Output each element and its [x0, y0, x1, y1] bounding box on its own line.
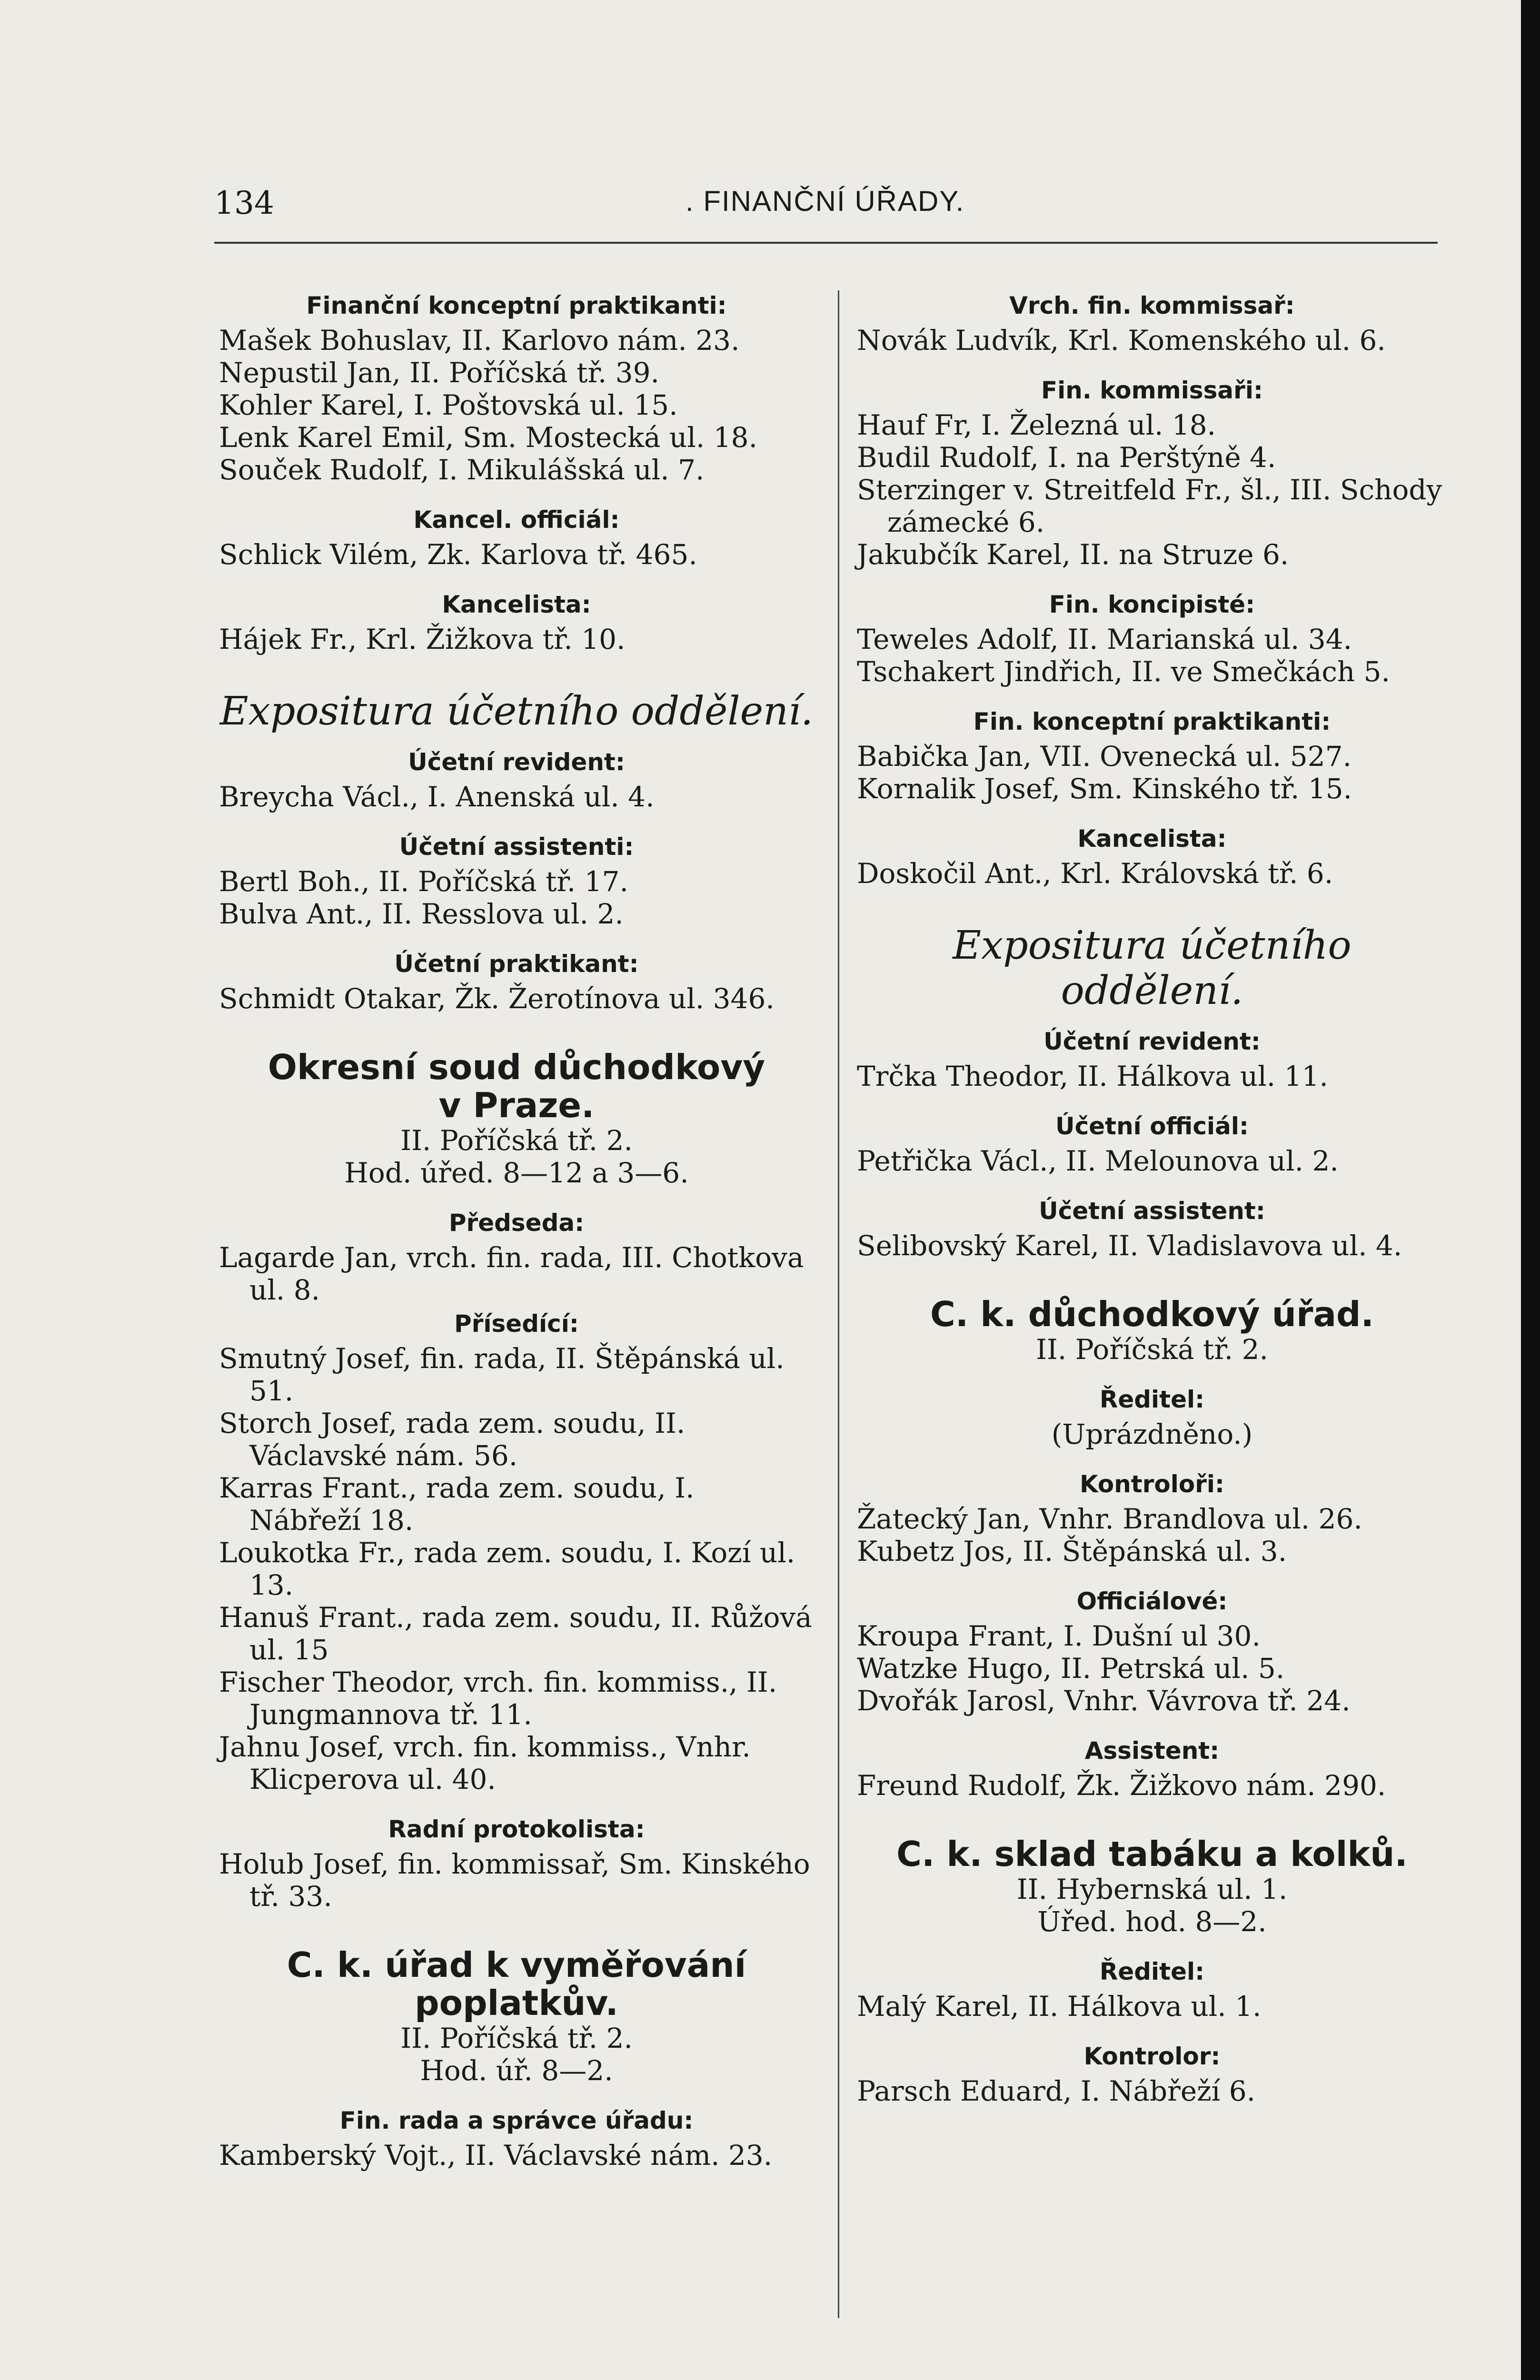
entry: Souček Rudolf, I. Mikulášská ul. 7. [219, 454, 705, 486]
section-heading: Radní protokolista: [388, 1815, 645, 1843]
entry: Watzke Hugo, II. Petrská ul. 5. [857, 1652, 1285, 1685]
section-heading: Kancelista: [1077, 825, 1227, 853]
running-title: . FINANČNÍ ÚŘADY. [686, 185, 965, 217]
entry: Schmidt Otakar, Žk. Žerotínova ul. 346. [219, 982, 775, 1015]
office-title: C. k. úřad k vyměřování [287, 1945, 746, 1985]
entry: Mašek Bohuslav, II. Karlovo nám. 23. [219, 324, 740, 357]
section-heading: Ředitel: [1099, 1386, 1205, 1413]
entry: Petřička Václ., II. Meloun​ova ul. 2. [857, 1145, 1339, 1177]
entry: Holub Josef, fin. kommissař, Sm. Kinského tř. 33. [219, 1848, 810, 1913]
entry: Budil Rudolf, I. na Perštýně 4. [857, 441, 1276, 474]
entry: Kamberský Vojt., II. Václavské nám. 23. [219, 2139, 773, 2172]
entry: Storch Josef, rada zem. soudu, II. Václavské nám. 56. [219, 1407, 686, 1472]
entry: Dvořák Jarosl, Vnhr. Vávrova tř. 24. [857, 1685, 1351, 1717]
section-heading: Kontroloři: [1079, 1470, 1224, 1498]
office-title: Okresní soud důchodkový [268, 1047, 765, 1087]
entry: Trčka Theodor, II. Hálkova ul. 11. [857, 1060, 1328, 1092]
entry: Smutný Josef, fin. rada, II. Štěpánská ul. 51. [219, 1342, 785, 1407]
section-heading: Předseda: [448, 1209, 585, 1237]
section-heading: Officiálové: [1076, 1587, 1228, 1615]
entry: Kubetz Jos, II. Štěpánská ul. 3. [857, 1535, 1287, 1567]
entry: Jahnu Josef, vrch. fin. kommiss., Vnhr. Klicperova ul. 40. [219, 1731, 751, 1795]
office-address: II. Poříčská tř. 2. [400, 2022, 633, 2054]
office-address: II. Hybernská ul. 1. [1016, 1873, 1288, 1905]
section-heading: Účetní revident: [1043, 1028, 1261, 1055]
entry: Malý Karel, II. Hálkova ul. 1. [857, 1990, 1262, 2023]
entry: Novák Ludvík, Krl. Komenského ul. 6. [857, 324, 1386, 357]
entry: Žatecký Jan, Vnhr. Brandlova ul. 26. [857, 1503, 1362, 1535]
entry: Freund Rudolf, Žk. Žižkovo nám. 290. [857, 1769, 1386, 1802]
entry: Schlick Vilém, Zk. Karlova tř. 465. [219, 538, 697, 571]
office-title: C. k. důchodkový úřad. [930, 1294, 1374, 1334]
entry: Doskočil Ant., Krl. Královská tř. 6. [857, 857, 1333, 890]
office-title-line2: poplatkův. [415, 1983, 618, 2023]
entry: Hanuš Frant., rada zem. soudu, II. Růžová ul. 15 [219, 1601, 812, 1666]
entry: Sterzinger v. Streitfeld Fr., šl., III. Schody zámecké 6. [857, 474, 1442, 538]
section-heading: Fin. rada a správce úřadu: [339, 2107, 694, 2134]
section-heading: Účetní revident: [408, 748, 625, 776]
entry: Lagarde Jan, vrch. fin. rada, III. Chotkova ul. 8. [219, 1241, 804, 1306]
entry: Lenk Karel Emil, Sm. Mostecká ul. 18. [219, 421, 757, 454]
column-divider [838, 290, 839, 2318]
office-address: II. Poříčská tř. 2. [1036, 1333, 1268, 1366]
page-header [214, 185, 1438, 242]
entry: Tschakert Jindřich, II. ve Smečkách 5. [857, 655, 1390, 688]
section-heading: Účetní officiál: [1055, 1112, 1249, 1140]
entry: Karras Frant., rada zem. soudu, I. Nábřeží 18. [219, 1472, 695, 1537]
section-heading: Kontrolor: [1083, 2043, 1221, 2070]
entry: Loukotka Fr., rada zem. soudu, I. Kozí ul. 13. [219, 1537, 795, 1601]
right-column [857, 288, 1447, 2107]
office-hours: Hod. úř. 8—2. [420, 2054, 613, 2087]
section-heading: Kancelista: [442, 591, 591, 618]
entry: Jakubčík Karel, II. na Struze 6. [857, 538, 1289, 571]
office-title-line2: v Praze. [438, 1085, 595, 1125]
entry: Kohler Karel, I. Poštovská ul. 15. [219, 389, 678, 421]
entry: Hájek Fr., Krl. Žižkova tř. 10. [219, 623, 626, 655]
entry: Kornalik Josef, Sm. Kinského tř. 15. [857, 773, 1352, 805]
section-heading: Účetní assistent: [1039, 1197, 1265, 1225]
section-heading: Fin. kommissaři: [1041, 377, 1263, 404]
entry: Selibovský Karel, II. Vladislavova ul. 4. [857, 1230, 1402, 1262]
section-heading: Assistent: [1084, 1737, 1220, 1765]
section-heading: Přísedící: [454, 1310, 579, 1338]
left-column [219, 288, 814, 2172]
office-title: C. k. sklad tabáku a kolků. [896, 1834, 1408, 1874]
section-title-italic: Expositura účetního oddělení. [219, 689, 814, 734]
header-rule [214, 242, 1438, 244]
entry: (Uprázdněno.) [1051, 1418, 1253, 1450]
entry: Kroupa Frant, I. Dušní ul 30. [857, 1620, 1261, 1652]
page-number: 134 [214, 185, 274, 221]
section-heading: Kancel. officiál: [413, 506, 620, 534]
entry: Hauf Fr, I. Železná ul. 18. [857, 409, 1216, 441]
office-hours: Úřed. hod. 8—2. [1037, 1905, 1267, 1938]
section-heading: Ředitel: [1099, 1958, 1205, 1985]
entry: Fischer Theodor, vrch. fin. kommiss., II. Jungmannova tř. 11. [219, 1666, 777, 1731]
office-address: II. Poříčská tř. 2. [400, 1124, 633, 1157]
entry: Bertl Boh., II. Poříčská tř. 17. [219, 865, 628, 898]
section-heading: Finanční konceptní praktikanti: [306, 292, 727, 319]
section-heading: Vrch. fin. kommissař: [1009, 292, 1295, 319]
section-heading: Účetní assistenti: [399, 833, 634, 861]
section-title-italic: Expositura účetního oddělení. [953, 923, 1351, 1013]
section-heading: Fin. koncipisté: [1049, 591, 1255, 618]
section-heading: Fin. konceptní praktikanti: [973, 708, 1331, 735]
entry: Breycha Václ., I. Anenská ul. 4. [219, 781, 655, 813]
entry: Babička Jan, VII. Ovenecká ul. 527. [857, 740, 1352, 773]
entry: Bulva Ant., II. Resslova ul. 2. [219, 898, 624, 930]
entry: Nepustil Jan, II. Poříčská tř. 39. [219, 357, 659, 389]
entry: Teweles Adolf, II. Marianská ul. 34. [857, 623, 1352, 655]
entry: Parsch Eduard, I. Nábřeží 6. [857, 2075, 1256, 2107]
office-hours: Hod. úřed. 8—12 a 3—6. [344, 1157, 689, 1189]
section-heading: Účetní praktikant: [394, 950, 639, 978]
